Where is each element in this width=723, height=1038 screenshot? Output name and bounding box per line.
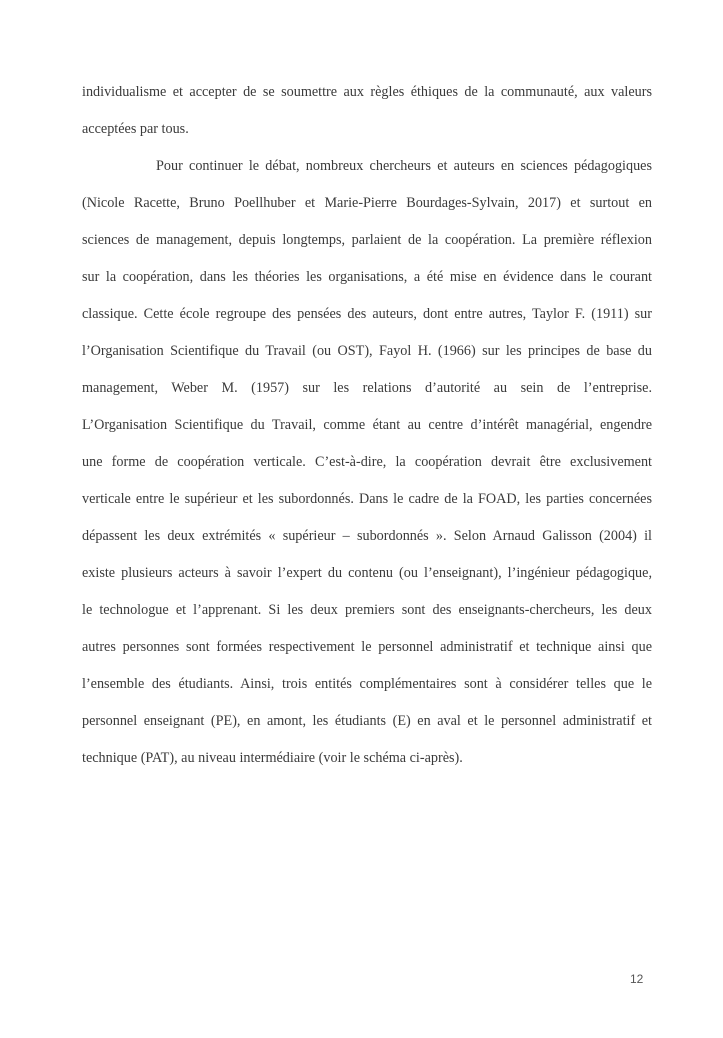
text-line: (Nicole Racette, Bruno Poellhuber et Marie-Pierre Bourdages-Sylvain, 2017) et surtout en: [82, 195, 652, 211]
text-line: verticale entre le supérieur et les subordonnés. Dans le cadre de la FOAD, les parties concernées: [82, 491, 652, 507]
text-line: classique. Cette école regroupe des pensées des auteurs, dont entre autres, Taylor F. (1911) sur: [82, 306, 652, 322]
text-line: management, Weber M. (1957) sur les relations d’autorité au sein de l’entreprise.: [82, 380, 652, 396]
text-line: le technologue et l’apprenant. Si les deux premiers sont des enseignants-chercheurs, les deux: [82, 602, 652, 618]
text-line: une forme de coopération verticale. C’est-à-dire, la coopération devrait être exclusivement: [82, 454, 652, 470]
text-line: existe plusieurs acteurs à savoir l’expert du contenu (ou l’enseignant), l’ingénieur pédagogique,: [82, 565, 652, 581]
text-line: sciences de management, depuis longtemps, parlaient de la coopération. La première réflexion: [82, 232, 652, 248]
text-line: individualisme et accepter de se soumettre aux règles éthiques de la communauté, aux valeurs: [82, 84, 652, 100]
text-line: personnel enseignant (PE), en amont, les étudiants (E) en aval et le personnel administratif et: [82, 713, 652, 729]
text-line: l’Organisation Scientifique du Travail (ou OST), Fayol H. (1966) sur les principes de base du: [82, 343, 652, 359]
text-line: L’Organisation Scientifique du Travail, comme étant au centre d’intérêt managérial, engendre: [82, 417, 652, 433]
body-text: [82, 74, 652, 777]
text-line: acceptées par tous.: [82, 121, 189, 137]
text-line: sur la coopération, dans les théories les organisations, a été mise en évidence dans le courant: [82, 269, 652, 285]
text-line: technique (PAT), au niveau intermédiaire (voir le schéma ci-après).: [82, 750, 463, 766]
text-line: dépassent les deux extrémités « supérieur – subordonnés ». Selon Arnaud Galisson (2004) il: [82, 528, 652, 544]
paragraph-first-line: Pour continuer le débat, nombreux chercheurs et auteurs en sciences pédagogiques: [156, 158, 652, 174]
text-line: autres personnes sont formées respectivement le personnel administratif et technique ainsi que: [82, 639, 652, 655]
text-line: l’ensemble des étudiants. Ainsi, trois entités complémentaires sont à considérer telles que le: [82, 676, 652, 692]
page-number: 12: [630, 972, 644, 986]
